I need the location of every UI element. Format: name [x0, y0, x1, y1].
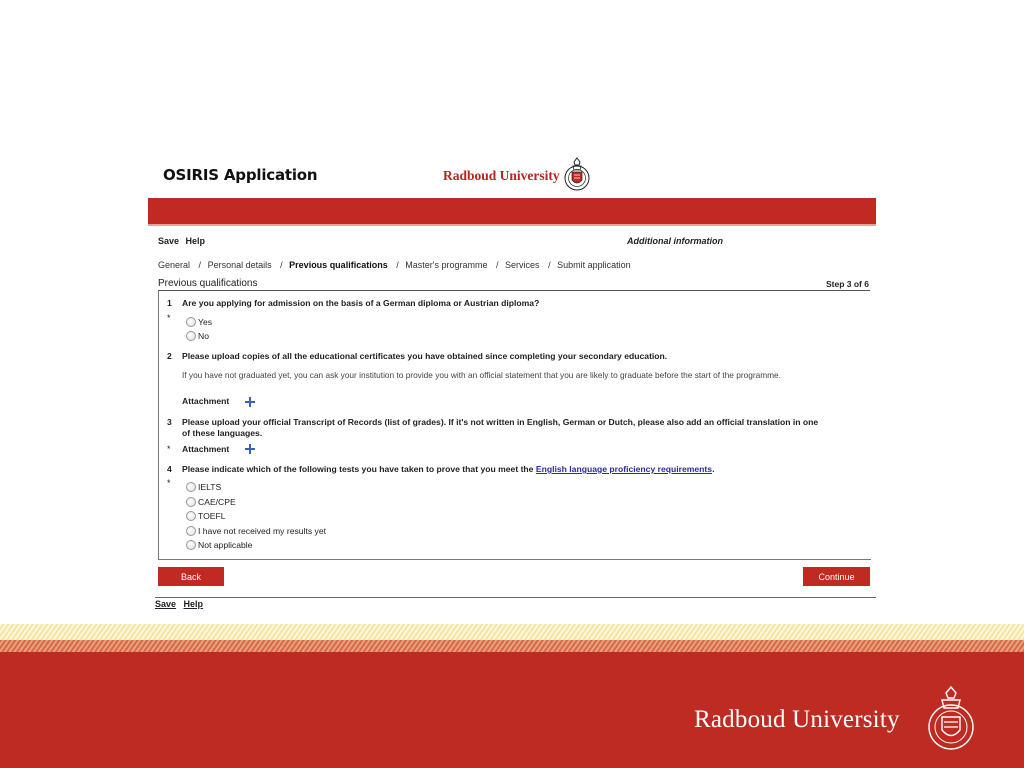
- required-marker: *: [167, 444, 171, 454]
- footer-divider: [155, 597, 876, 598]
- radio-label: Not applicable: [198, 540, 253, 550]
- breadcrumb-separator: /: [280, 260, 283, 270]
- attachment-label: Attachment: [182, 396, 230, 406]
- breadcrumb-general[interactable]: General: [158, 260, 191, 270]
- breadcrumb: [158, 260, 633, 270]
- app-title: OSIRIS Application: [163, 166, 318, 184]
- attachment-label: Attachment: [182, 444, 230, 454]
- breadcrumb-separator: /: [396, 260, 399, 270]
- help-text: If you have not graduated yet, you can ask your institution to provide you with an official statement that you are likely to graduate before the start of the programme.: [182, 370, 781, 380]
- breadcrumb-previous-qualifications[interactable]: Previous qualifications: [289, 260, 388, 270]
- add-attachment-icon[interactable]: [244, 443, 256, 455]
- question-text: [182, 464, 822, 475]
- radio-button[interactable]: [186, 482, 196, 492]
- step-indicator: Step 3 of 6: [826, 279, 869, 289]
- radio-button[interactable]: [186, 540, 196, 550]
- radio-label: Yes: [198, 317, 213, 327]
- question-text-part: Please indicate which of the following tests you have taken to prove that you meet the: [182, 464, 536, 474]
- question-number: 2: [167, 351, 172, 361]
- breadcrumb-submit-application[interactable]: Submit application: [557, 260, 631, 270]
- question-number: 3: [167, 417, 172, 427]
- breadcrumb-separator: /: [198, 260, 202, 270]
- section-title: Previous qualifications: [158, 278, 258, 289]
- breadcrumb-masters-programme[interactable]: Master's programme: [405, 260, 488, 270]
- additional-information-link[interactable]: Additional information: [627, 236, 723, 246]
- question-text: Are you applying for admission on the basis of a German diploma or Austrian diploma?: [182, 298, 540, 308]
- radio-label: No: [198, 331, 209, 341]
- radio-button[interactable]: [186, 526, 196, 536]
- header-band: [148, 198, 876, 226]
- question-text-part: .: [712, 464, 715, 474]
- footer-pattern-orange: [0, 640, 1024, 652]
- radio-label: I have not received my results yet: [198, 526, 327, 536]
- breadcrumb-separator: /: [548, 260, 551, 270]
- help-link-bottom[interactable]: Help: [183, 599, 204, 609]
- radio-button[interactable]: [186, 317, 196, 327]
- radio-label: IELTS: [198, 482, 222, 492]
- footer-university-name: Radboud University: [694, 706, 900, 733]
- save-link-bottom[interactable]: Save: [155, 599, 177, 609]
- university-logo-text: Radboud University: [443, 168, 560, 183]
- radio-label: TOEFL: [198, 511, 226, 521]
- continue-button[interactable]: Continue: [803, 567, 870, 586]
- question-number: 1: [167, 298, 172, 308]
- radio-button[interactable]: [186, 331, 196, 341]
- help-link-top[interactable]: Help: [185, 236, 206, 246]
- university-seal-icon: [922, 684, 980, 752]
- radio-button[interactable]: [186, 511, 196, 521]
- footer-pattern-yellow: [0, 624, 1024, 640]
- save-link-top[interactable]: Save: [158, 236, 180, 246]
- required-marker: *: [167, 478, 171, 488]
- english-proficiency-link[interactable]: English language proficiency requirements: [535, 464, 713, 474]
- back-button[interactable]: Back: [158, 567, 224, 586]
- bottom-links: [155, 599, 208, 609]
- breadcrumb-personal-details[interactable]: Personal details: [207, 260, 272, 270]
- question-text: Please upload copies of all the educational certificates you have obtained since completing your secondary education.: [182, 351, 668, 361]
- breadcrumb-services[interactable]: Services: [505, 260, 540, 270]
- question-text: Please upload your official Transcript of Records (list of grades). If it's not written in English, German or Dutch, please also add an official translation in one of these languages.: [182, 417, 819, 438]
- add-attachment-icon[interactable]: [244, 396, 256, 408]
- radio-label: CAE/CPE: [198, 497, 236, 507]
- question-number: 4: [167, 464, 172, 474]
- required-marker: *: [167, 313, 171, 323]
- top-links: [158, 236, 209, 246]
- university-seal-icon: [562, 156, 592, 192]
- breadcrumb-separator: /: [496, 260, 499, 270]
- radio-button[interactable]: [186, 497, 196, 507]
